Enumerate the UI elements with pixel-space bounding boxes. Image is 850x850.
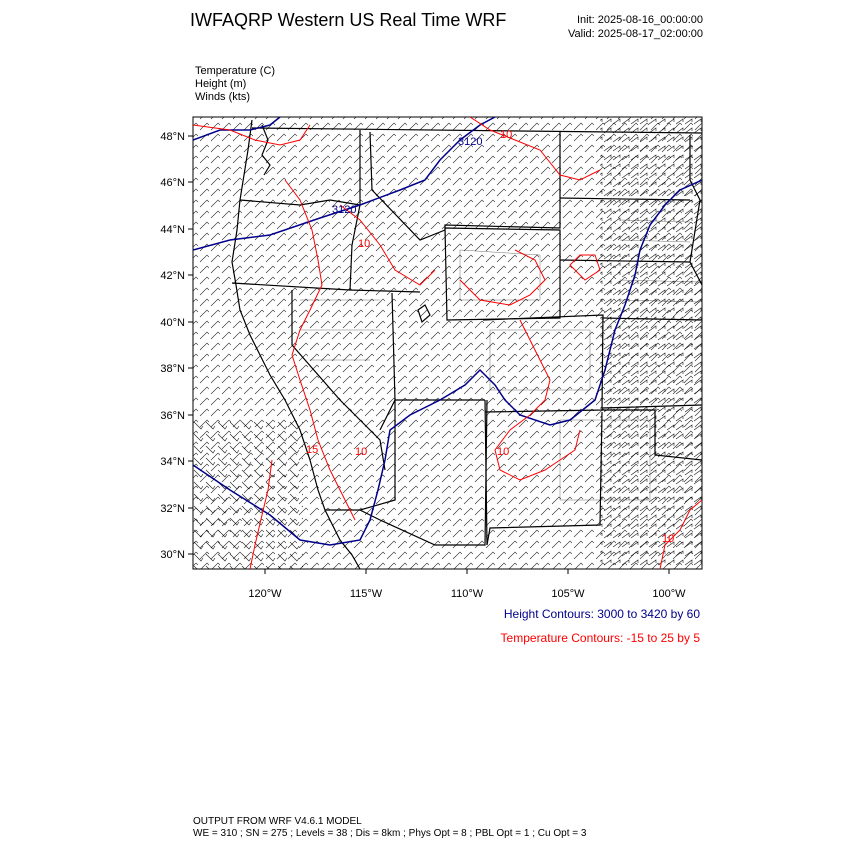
lon-label-110: 110°W bbox=[450, 588, 484, 600]
height-label-3120-north: 3120 bbox=[458, 136, 483, 148]
model-config-line: WE = 310 ; SN = 275 ; Levels = 38 ; Dis = 8km ; Phys Opt = 8 ; PBL Opt = 1 ; Cu Opt = 3 bbox=[193, 828, 587, 839]
temp-label-15-socal: 15 bbox=[306, 444, 319, 456]
temp-label-10-newmexico: 10 bbox=[497, 446, 510, 458]
temp-label-10-idaho: 10 bbox=[358, 238, 371, 250]
map-content bbox=[193, 117, 702, 569]
lat-label-36: 36°N bbox=[160, 410, 185, 422]
latitude-axis bbox=[188, 136, 193, 554]
map-title: IWFAQRP Western US Real Time WRF bbox=[190, 10, 507, 30]
model-info-line: OUTPUT FROM WRF V4.6.1 MODEL bbox=[193, 816, 362, 827]
temp-label-10-texas: 10 bbox=[662, 533, 675, 545]
temperature-contour-legend: Temperature Contours: -15 to 25 by 5 bbox=[500, 631, 700, 645]
temp-label-10-north: 10 bbox=[500, 129, 513, 141]
variable-label-winds: Winds (kts) bbox=[195, 91, 250, 103]
lon-label-100: 100°W bbox=[652, 588, 686, 600]
variable-label-height: Height (m) bbox=[195, 78, 247, 90]
wind-barbs-ocean bbox=[193, 420, 303, 569]
lon-label-120: 120°W bbox=[248, 588, 282, 600]
lon-label-115: 115°W bbox=[349, 588, 383, 600]
height-label-3120-west: 3120 bbox=[332, 204, 357, 216]
valid-time: Valid: 2025-08-17_02:00:00 bbox=[568, 28, 703, 40]
lat-label-32: 32°N bbox=[160, 503, 185, 515]
lat-label-34: 34°N bbox=[160, 456, 185, 468]
lat-label-38: 38°N bbox=[160, 363, 185, 375]
lat-label-40: 40°N bbox=[160, 317, 185, 329]
init-time: Init: 2025-08-16_00:00:00 bbox=[577, 14, 703, 26]
lat-label-42: 42°N bbox=[160, 270, 185, 282]
longitude-axis bbox=[265, 569, 669, 574]
variable-label-temperature: Temperature (C) bbox=[195, 65, 276, 77]
temp-label-10-nevada: 10 bbox=[355, 446, 368, 458]
lat-label-48: 48°N bbox=[160, 131, 185, 143]
lon-label-105: 105°W bbox=[551, 588, 585, 600]
wind-barbs-east bbox=[600, 117, 702, 569]
lat-label-46: 46°N bbox=[160, 177, 185, 189]
height-contour-legend: Height Contours: 3000 to 3420 by 60 bbox=[503, 607, 700, 621]
lat-label-44: 44°N bbox=[160, 224, 185, 236]
lat-label-30: 30°N bbox=[160, 549, 185, 561]
